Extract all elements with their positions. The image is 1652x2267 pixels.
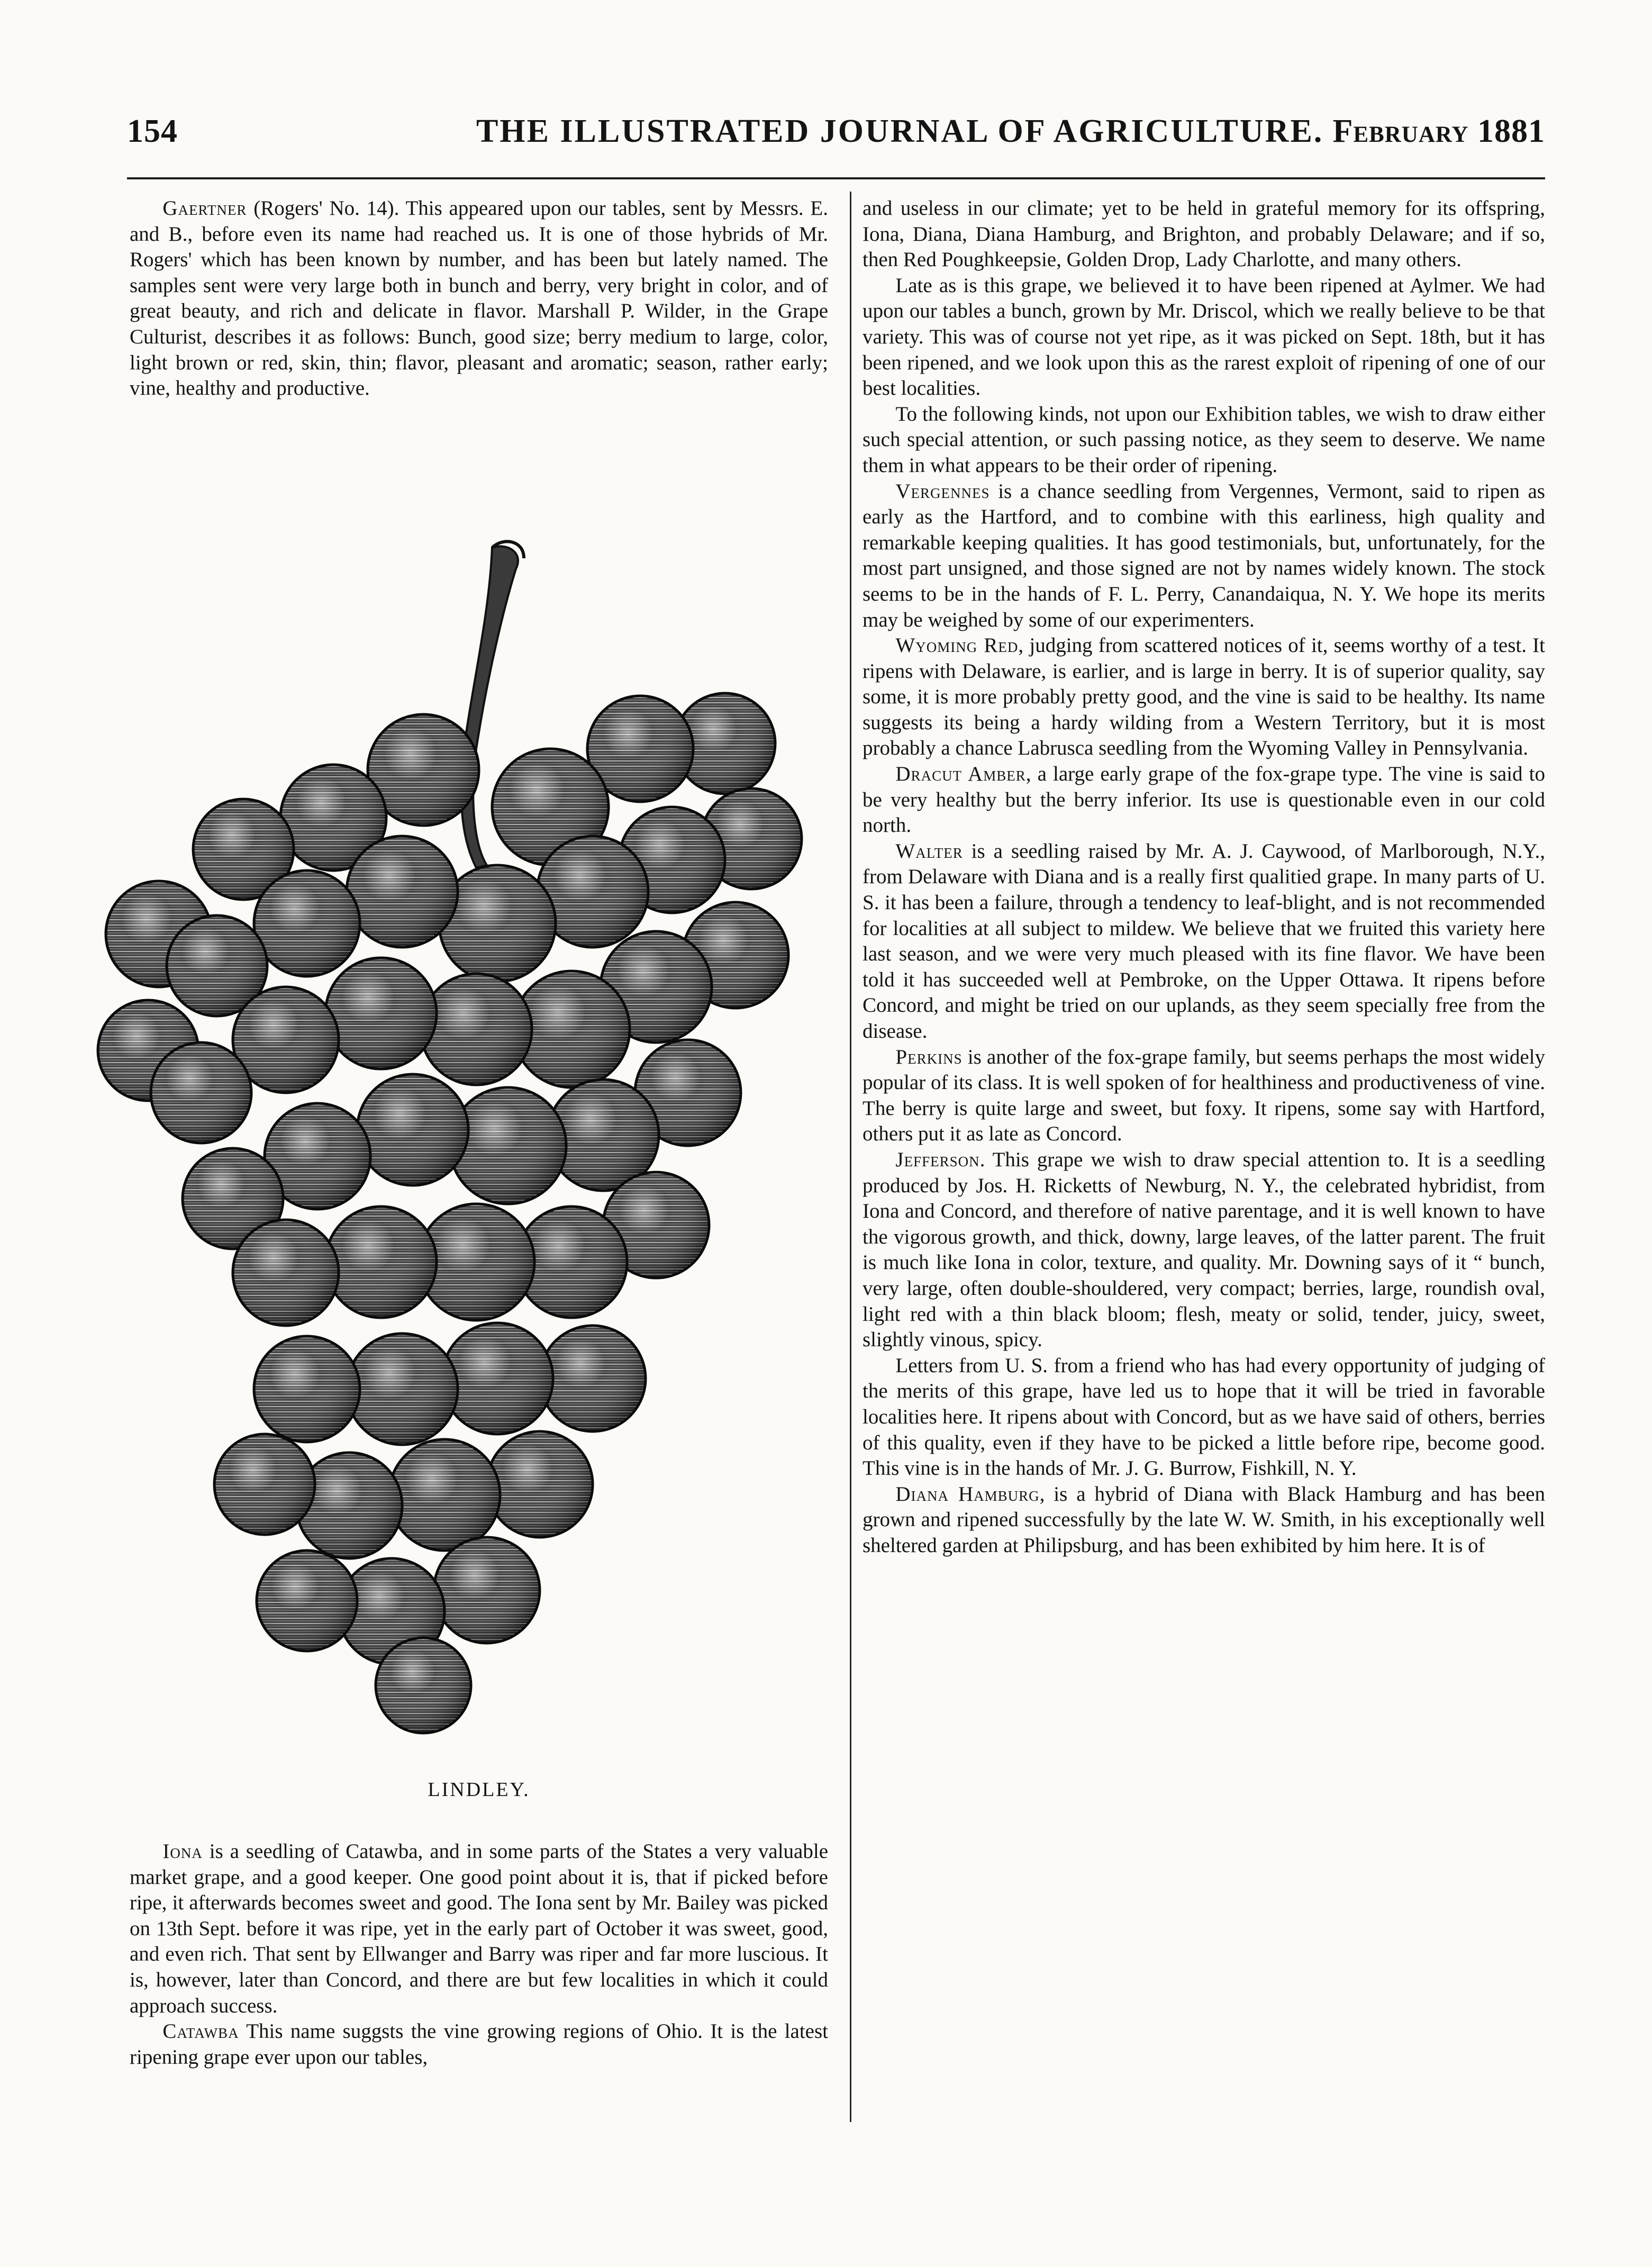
grape-bunch-icon bbox=[85, 521, 847, 1749]
paragraph bbox=[130, 1839, 828, 2019]
paragraph-text: is another of the fox-grape family, but seems perhaps the most widely popular of its class. It is well spoken of for healthiness and productiveness of vine. The berry is quite large and sweet, but foxy. It ripens, some say with Hartford, others put it as late as Concord. bbox=[863, 1045, 1545, 1146]
grape-berry-shading bbox=[377, 1639, 469, 1731]
grape-berry-shading bbox=[152, 1044, 250, 1141]
grape-berry-shading bbox=[327, 1208, 435, 1316]
paragraph-text: is a chance seedling from Vergennes, Vermont, said to ripen as early as the Hartford, and to combine with this earliness, high quality and remarkable keeping qualities. It has good testimonials, but, unfortunately, for the most part unsigned, and those signed are not by names widely known. The stock seems to be in the hands of F. L. Perry, Canandaiqua, N. Y. We hope its merits may be weighed by some of our experimenters. bbox=[863, 479, 1545, 631]
left-column-bottom bbox=[130, 1839, 828, 2070]
paragraph bbox=[863, 273, 1545, 402]
running-header bbox=[127, 108, 1545, 156]
column-divider bbox=[850, 192, 851, 2122]
variety-name: Gaertner bbox=[162, 197, 247, 220]
variety-name: Iona bbox=[162, 1840, 203, 1863]
grape-berry-shading bbox=[234, 1221, 337, 1324]
grape-berry-shading bbox=[359, 1076, 467, 1184]
grape-berry-shading bbox=[443, 1325, 551, 1432]
paragraph bbox=[863, 402, 1545, 479]
paragraph-text: (Rogers' No. 14). This appeared upon our tables, sent by Messrs. E. and B., before even its name had reached us. It is one of those hybrids of Mr. Rogers' which has been known by number, and has been but lately named. The samples sent were very large both in bunch and berry, very bright in color, and of great beauty, and rich and delicate in flavor. Marshall P. Wilder, in the Grape Culturist, describes it as follows: Bunch, good size; berry medium to large, color, light brown or red, skin, thin; flavor, pleasant and aromatic; season, rather early; vine, healthy and productive. bbox=[130, 197, 828, 400]
variety-name: Dracut Amber bbox=[895, 763, 1026, 786]
grape-berry-shading bbox=[234, 989, 337, 1091]
variety-name: Diana Hamburg bbox=[895, 1482, 1040, 1506]
paragraph-text: , a large early grape of the fox-grape type. The vine is said to be very healthy but the berry inferior. Its use is questionable even in our cold north. bbox=[863, 763, 1545, 837]
paragraph-text: This name suggsts the vine growing regions of Ohio. It is the latest ripening grape ever upon our tables, bbox=[130, 2020, 828, 2069]
paragraph-text: is a seedling of Catawba, and in some parts of the States a very valuable market grape, and a good keeper. One good point about it is, that if picked before ripe, it afterwards becomes sweet and good. The Iona sent by Mr. Bailey was picked on 13th Sept. before it was ripe, yet in the early part of October it was sweet, good, and even rich. That sent by Ellwanger and Barry was riper and far more luscious. It is, however, later than Concord, and there are but few localities in which it could approach success. bbox=[130, 1840, 828, 2017]
grape-berry-shading bbox=[256, 872, 358, 975]
grape-berry-shading bbox=[256, 1338, 358, 1440]
grape-berry-shading bbox=[216, 1436, 313, 1533]
paragraph bbox=[863, 479, 1545, 633]
paragraph bbox=[130, 196, 828, 402]
grape-bunch-figure bbox=[85, 521, 847, 1749]
journal-title: THE ILLUSTRATED JOURNAL OF AGRICULTURE. bbox=[476, 113, 1324, 149]
paragraph bbox=[863, 761, 1545, 839]
paragraph bbox=[863, 633, 1545, 761]
figure-caption: LINDLEY. bbox=[428, 1779, 530, 1801]
paragraph bbox=[863, 196, 1545, 273]
paragraph bbox=[130, 2019, 828, 2070]
variety-name: Perkins bbox=[895, 1045, 963, 1068]
grape-berry-shading bbox=[435, 1539, 538, 1642]
variety-name: Catawba bbox=[162, 2020, 239, 2043]
grape-berry-shading bbox=[348, 838, 456, 946]
right-column bbox=[863, 196, 1545, 1558]
paragraph-text: and useless in our climate; yet to be held in grateful memory for its offspring, Iona, Diana, Diana Hamburg, and Brighton, and probably Delaware; and if so, then Red Poughkeepsie, Golden Drop, Lady Charlotte, and many others. bbox=[863, 197, 1545, 271]
grape-berry-shading bbox=[422, 975, 530, 1083]
grape-berry-shading bbox=[348, 1335, 456, 1443]
variety-name: Walter bbox=[895, 839, 963, 863]
issue-date: February 1881 bbox=[1332, 113, 1545, 149]
paragraph bbox=[863, 839, 1545, 1045]
variety-name: Wyoming Red bbox=[895, 634, 1019, 657]
grape-berry-shading bbox=[541, 1327, 644, 1430]
paragraph bbox=[863, 1045, 1545, 1147]
paragraph bbox=[863, 1482, 1545, 1559]
paragraph-text: is a seedling raised by Mr. A. J. Caywood, of Marlborough, N.Y., from Delaware with Diana and is a really first qualitied grape. In many parts of U. S. it has been a failure, through a tendency to leaf-blight, and is not recommended for localities at all subject to mildew. We believe that we fruited this variety here last season, and we were very much pleased with its fine flavor. We have been told it has succeeded well at Pembroke, on the Upper Ottawa. It ripens before Concord, and might be tried on our uplands, as they seem specially free from the disease. bbox=[863, 839, 1545, 1042]
grape-berry-shading bbox=[488, 1433, 591, 1536]
variety-name: Jefferson bbox=[895, 1148, 980, 1171]
paragraph-text: , judging from scattered notices of it, seems worthy of a test. It ripens with Delaware, is earlier, and is large in berry. It is of superior quality, say some, it is more probably pretty good, and the vine is said to be healthy. Its name suggests its being a hardy wilding from a Western Territory, but it is most probably a chance Labrusca seedling from the Wyoming Valley in Pennsylvania. bbox=[863, 634, 1545, 760]
header-rule bbox=[127, 177, 1545, 179]
page-number: 154 bbox=[127, 113, 178, 149]
grape-berry-shading bbox=[451, 1089, 565, 1202]
grape-berry-shading bbox=[391, 1441, 498, 1549]
paragraph-text: To the following kinds, not upon our Exhibition tables, we wish to draw either such special attention, or such passing notice, as they seem to deserve. We name them in what appears to be their order of ripening. bbox=[863, 402, 1545, 477]
paragraph-text: Letters from U. S. from a friend who has had every opportunity of judging of the merits of this grape, have led us to hope that it will be tried in favorable localities here. It ripens about with Concord, but as we have said of others, berries of this quality, even if they have to be picked a little before ripe, become good. This vine is in the hands of Mr. J. G. Burrow, Fishkill, N. Y. bbox=[863, 1354, 1545, 1480]
grape-berry-shading bbox=[327, 959, 435, 1067]
left-column-top bbox=[130, 196, 828, 402]
paragraph-text: . This grape we wish to draw special attention to. It is a seedling produced by Jos. H. Ricketts of Newburg, N. Y., the celebrated hybridist, from Iona and Concord, and therefore of native parentage, and it is well known to have the vigorous growth, and thick, downy, large leaves, of the latter parent. The fruit is much like Iona in color, texture, and quality. Mr. Downing says of it “ bunch, very large, often double-shouldered, very compact; berries, large, roundish oval, light red with a thin black bloom; flesh, meaty or solid, tender, juicy, sweet, slightly vinous, spicy. bbox=[863, 1148, 1545, 1352]
paragraph bbox=[863, 1353, 1545, 1482]
variety-name: Vergennes bbox=[895, 479, 990, 503]
paragraph-text: Late as is this grape, we believed it to have been ripened at Aylmer. We had upon our tables a bunch, grown by Mr. Driscol, which we really believe to be that variety. This was of course not yet ripe, as it was picked on Sept. 18th, but it has been ripened, and we look upon this as the rarest exploit of ripening of one of our best localities. bbox=[863, 274, 1545, 400]
grape-berry-shading bbox=[258, 1552, 356, 1649]
paragraph bbox=[863, 1147, 1545, 1353]
paragraph-text: , is a hybrid of Diana with Black Hamburg and has been grown and ripened successfully by the late W. W. Smith, in his exceptionally well sheltered garden at Philipsburg, and has been exhibited by him here. It is of bbox=[863, 1482, 1545, 1557]
